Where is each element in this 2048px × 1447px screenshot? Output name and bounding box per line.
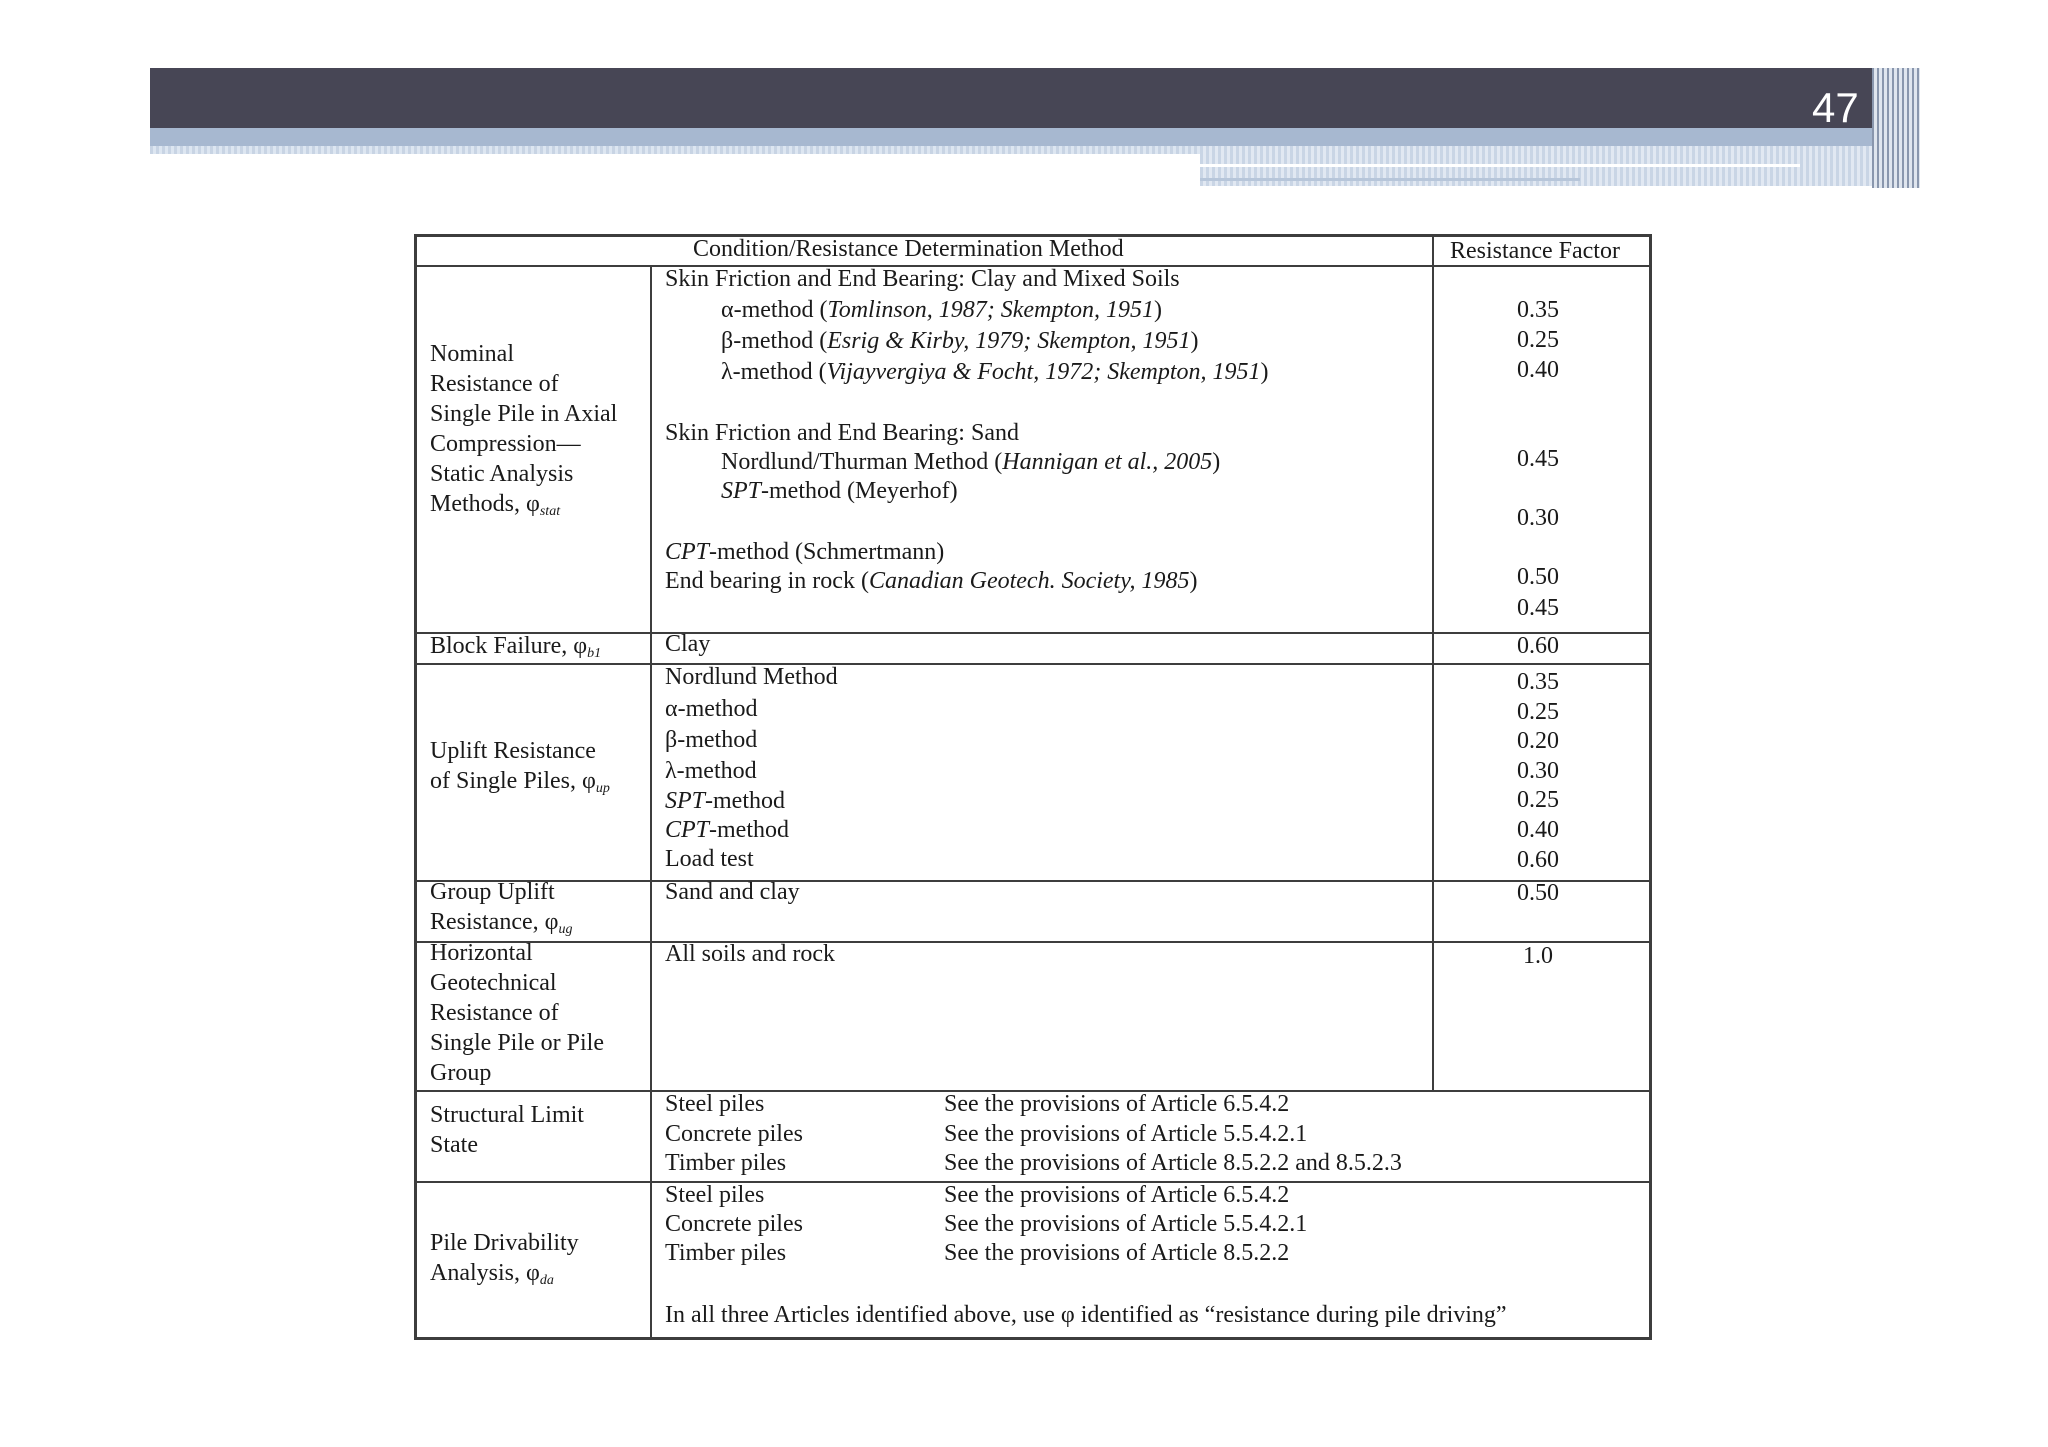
uplift-method: Load test [665, 846, 754, 872]
drivability-label: Pile Drivability Analysis, $\varphi_{da}$ [430, 1230, 579, 1288]
alpha-method: α-method (Tomlinson, 1987; Skempton, 1951) [721, 297, 1162, 323]
column-header-method: Condition/Resistance Determination Method [693, 236, 1124, 262]
factor-value: 0.60 [1517, 633, 1559, 659]
factor-value: 0.35 [1517, 669, 1559, 695]
row-divider [417, 663, 1649, 665]
factor-value: 0.20 [1517, 728, 1559, 754]
uplift-method: α-method [665, 696, 758, 722]
group-uplift-method: Sand and clay [665, 879, 800, 905]
structural-provision: See the provisions of Article 5.5.4.2.1 [944, 1121, 1308, 1147]
drivability-item: Steel piles [665, 1182, 765, 1208]
header-divider [1200, 164, 1800, 167]
header-band-light [150, 146, 1200, 154]
beta-method: β-method (Esrig & Kirby, 1979; Skempton, 1951) [721, 328, 1199, 354]
page-number: 47 [1812, 84, 1859, 131]
column-header-factor: Resistance Factor [1450, 238, 1620, 264]
uplift-method: SPT-method [665, 788, 785, 814]
factor-value: 0.50 [1517, 564, 1559, 590]
factor-value: 0.40 [1517, 357, 1559, 383]
structural-label: Structural Limit State [430, 1102, 584, 1158]
structural-provision: See the provisions of Article 6.5.4.2 [944, 1091, 1290, 1117]
factor-value: 1.0 [1523, 943, 1553, 969]
factor-value: 0.45 [1517, 446, 1559, 472]
spt-method-meyerhof: SPT-method (Meyerhof) [721, 478, 958, 504]
drivability-provision: See the provisions of Article 8.5.2.2 [944, 1240, 1290, 1266]
lambda-method: λ-method (Vijayvergiya & Focht, 1972; Skempton, 1951) [721, 359, 1269, 385]
end-bearing-rock: End bearing in rock (Canadian Geotech. Society, 1985) [665, 568, 1198, 594]
factor-value: 0.45 [1517, 595, 1559, 621]
uplift-method: λ-method [665, 758, 757, 784]
nominal-label: Nominal Resistance of Single Pile in Axial Compression— Static Analysis Methods, $\varphi_{stat}$ [430, 341, 618, 519]
uplift-method: Nordlund Method [665, 664, 838, 690]
factor-value: 0.30 [1517, 758, 1559, 784]
uplift-method: CPT-method [665, 817, 789, 843]
drivability-provision: See the provisions of Article 6.5.4.2 [944, 1182, 1290, 1208]
factor-value: 0.60 [1517, 847, 1559, 873]
cpt-method-schmertmann: CPT-method (Schmertmann) [665, 539, 945, 565]
drivability-provision: See the provisions of Article 5.5.4.2.1 [944, 1211, 1308, 1237]
nordlund-thurman-method: Nordlund/Thurman Method (Hannigan et al., 2005) [721, 449, 1221, 475]
drivability-item: Timber piles [665, 1240, 787, 1266]
block-failure-label: Block Failure, $\varphi_{b1}$ [430, 633, 602, 661]
factor-value: 0.25 [1517, 327, 1559, 353]
header-band-mid [150, 128, 1920, 146]
factor-value: 0.35 [1517, 297, 1559, 323]
horizontal-label: Horizontal Geotechnical Resistance of Single Pile or Pile Group [430, 940, 604, 1086]
factor-value: 0.50 [1517, 880, 1559, 906]
col-divider-1 [650, 266, 652, 1340]
factor-value: 0.25 [1517, 699, 1559, 725]
factor-value: 0.25 [1517, 787, 1559, 813]
header-divider-2 [1200, 178, 1580, 181]
group-uplift-label: Group Uplift Resistance, $\varphi_{ug}$ [430, 879, 573, 937]
header-band-dark [150, 68, 1920, 128]
header-decoration [1872, 68, 1920, 188]
factor-value: 0.30 [1517, 505, 1559, 531]
uplift-label: Uplift Resistance of Single Piles, $\varphi_{up}$ [430, 738, 610, 796]
sand-heading: Skin Friction and End Bearing: Sand [665, 420, 1019, 446]
block-failure-method: Clay [665, 631, 711, 657]
structural-provision: See the provisions of Article 8.5.2.2 and 8.5.2.3 [944, 1150, 1402, 1176]
structural-item: Concrete piles [665, 1121, 803, 1147]
horizontal-method: All soils and rock [665, 941, 835, 967]
resistance-factor-table [414, 234, 1652, 1340]
drivability-item: Concrete piles [665, 1211, 803, 1237]
uplift-method: β-method [665, 727, 758, 753]
structural-item: Steel piles [665, 1091, 765, 1117]
factor-value: 0.40 [1517, 817, 1559, 843]
structural-item: Timber piles [665, 1150, 787, 1176]
drivability-note: In all three Articles identified above, use φ identified as “resistance during pile driving” [665, 1302, 1507, 1328]
clay-heading: Skin Friction and End Bearing: Clay and Mixed Soils [665, 266, 1180, 292]
